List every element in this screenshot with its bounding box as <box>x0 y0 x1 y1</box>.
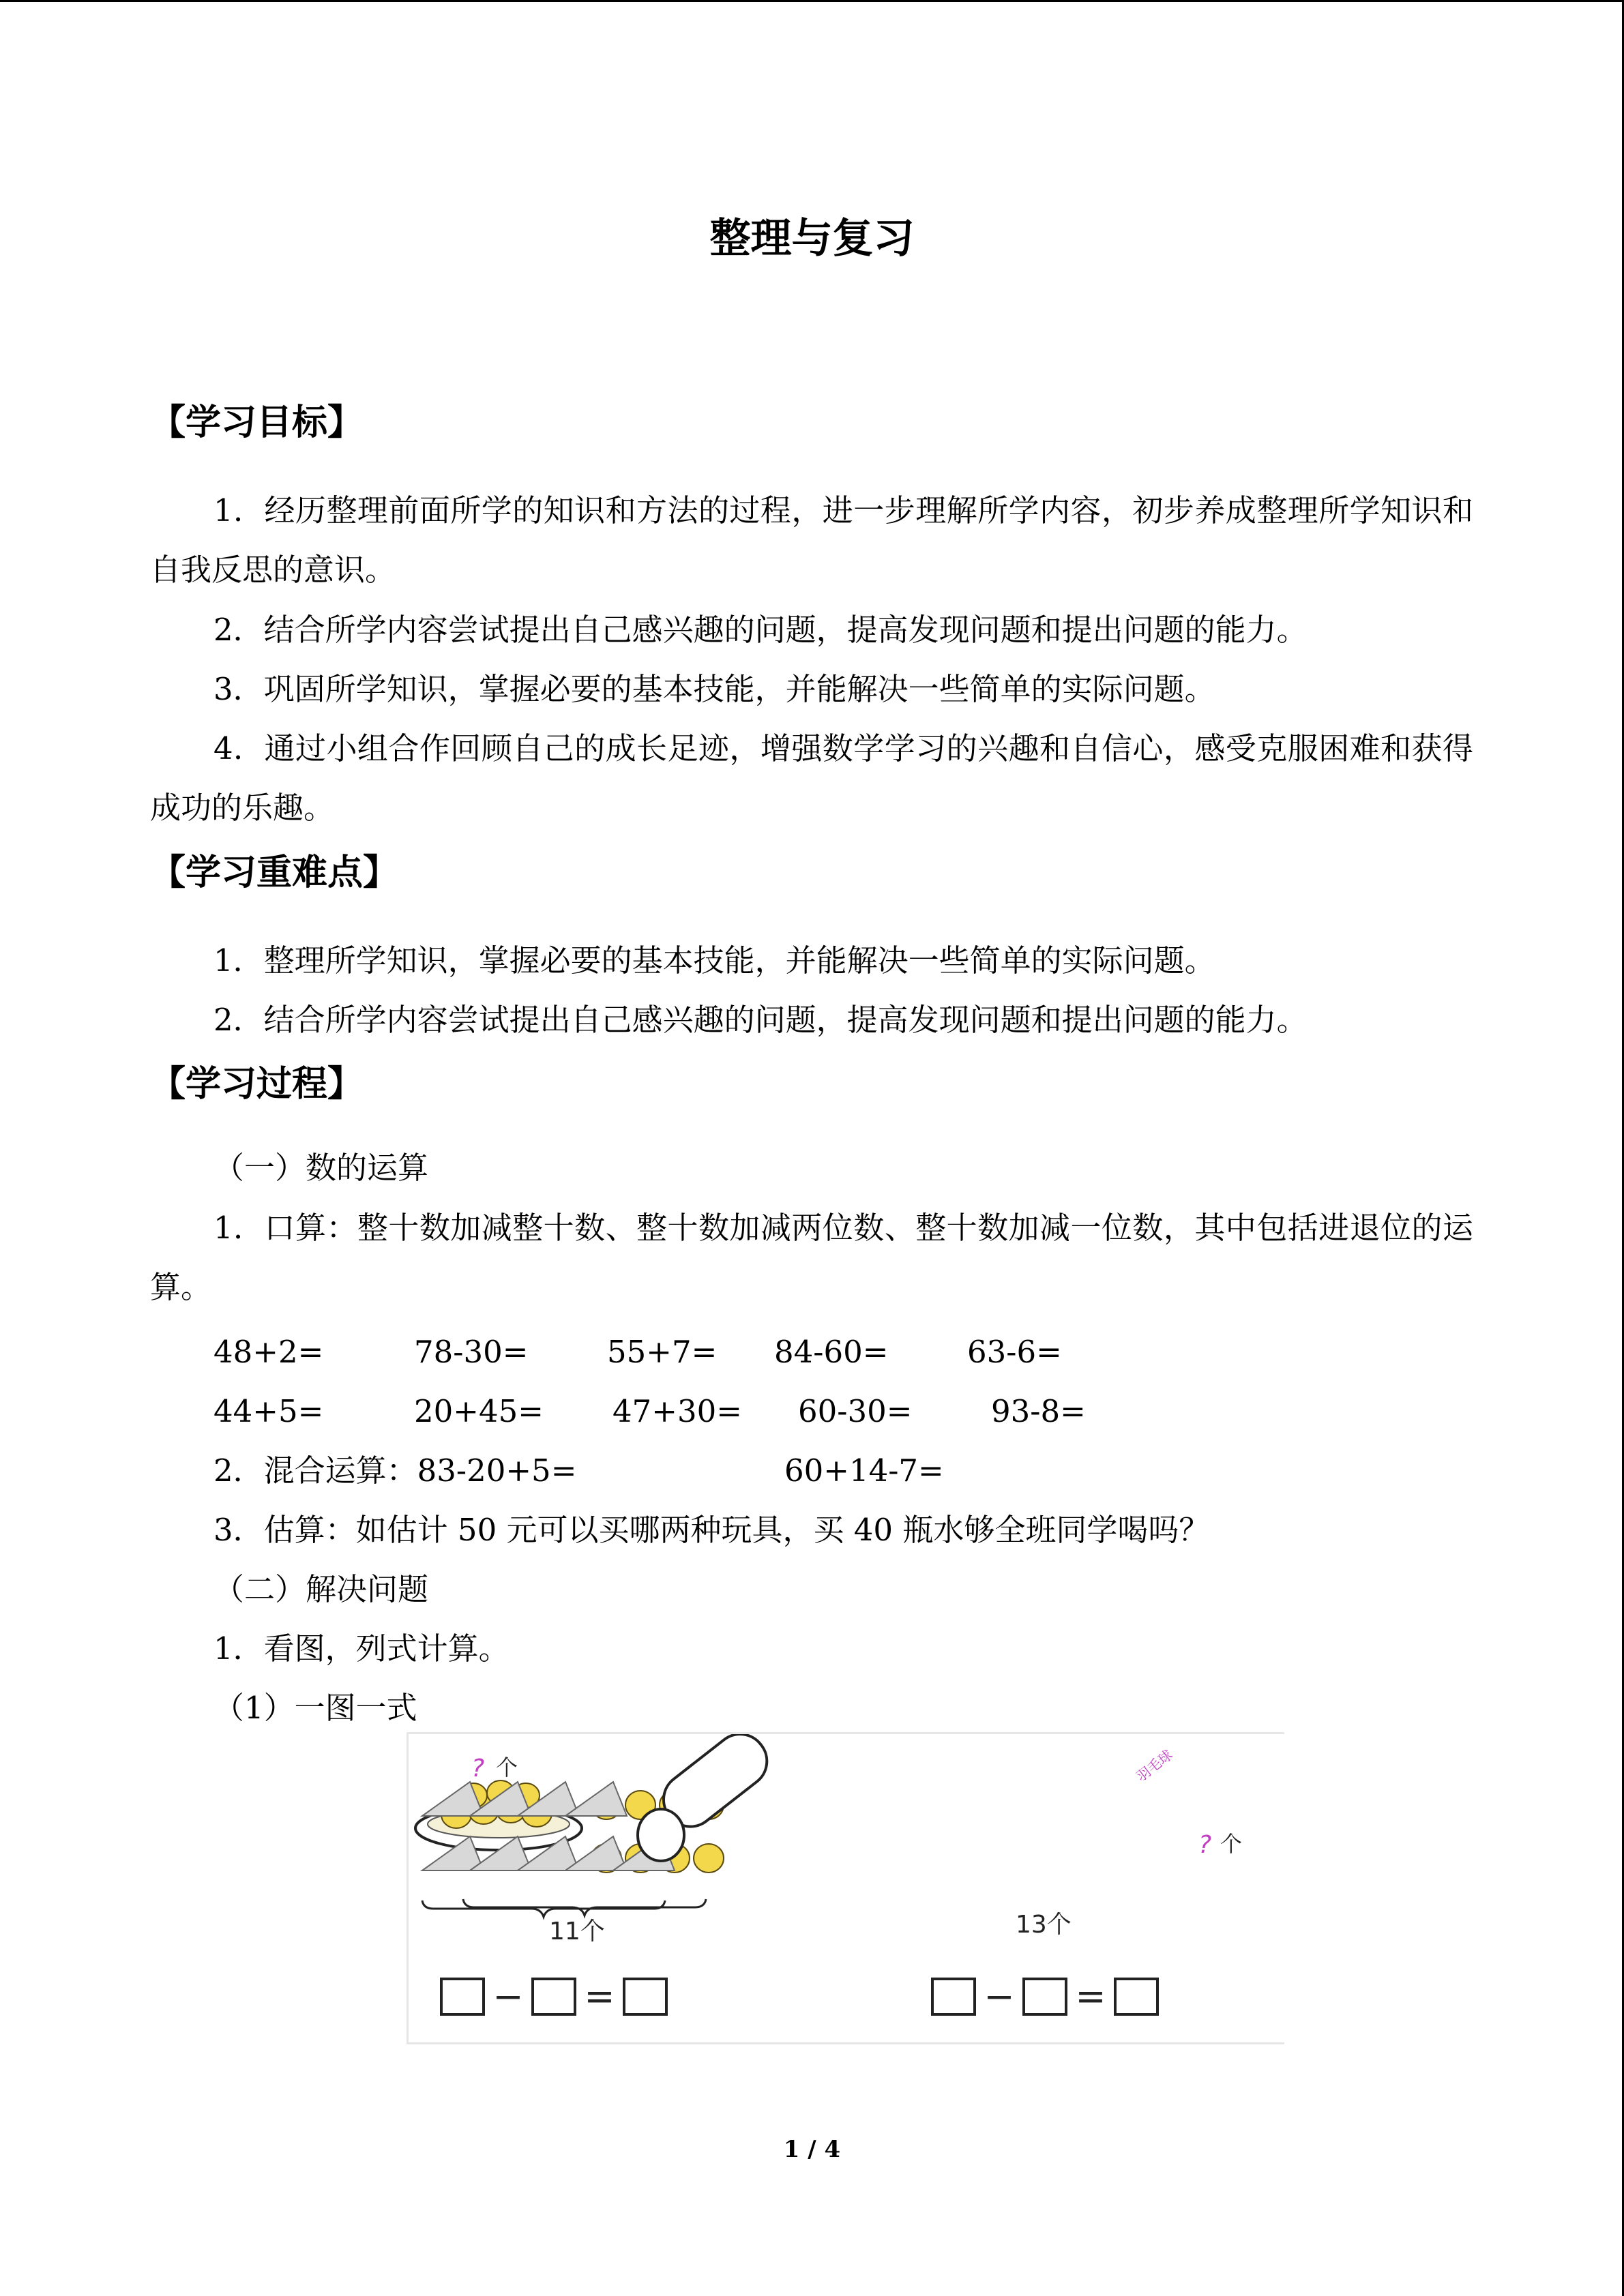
right-unit-label: 个 <box>1220 1831 1243 1857</box>
oral-calc-expr: 55+7= <box>607 1334 718 1370</box>
answer-box[interactable] <box>440 1978 485 2016</box>
answer-box[interactable] <box>1022 1978 1067 2016</box>
right-total-label: 13个 <box>1016 1911 1072 1939</box>
shuttle-tube-illustration <box>638 1734 778 1861</box>
answer-box[interactable] <box>931 1978 976 2016</box>
look-calc-text: 1．看图，列式计算。 <box>213 1630 510 1667</box>
oral-calc-expr: 44+5= <box>213 1393 324 1429</box>
key-points-heading: 【学习重难点】 <box>150 852 399 893</box>
key-point-item-2: 2．结合所学内容尝试提出自己感兴趣的问题，提高发现问题和提出问题的能力。 <box>213 1002 1308 1038</box>
oral-calc-expr: 47+30= <box>612 1393 742 1429</box>
objective-item-4: 4．通过小组合作回顾自己的成长足迹，增强数学学习的兴趣和自信心，感受克服困难和获得成功的乐趣。 <box>150 730 1473 826</box>
tube-label: 羽毛球 <box>1133 1746 1176 1785</box>
part1-title: （一）数的运算 <box>213 1150 429 1186</box>
subtraction-figure <box>407 1732 1284 2044</box>
page-title: 整理与复习 <box>709 215 915 263</box>
mixed-calc-second: 60+14-7= <box>784 1452 944 1489</box>
oral-calc-expr: 84-60= <box>774 1334 889 1370</box>
oral-calc-expr: 93-8= <box>991 1393 1086 1429</box>
sub-question-1: （1）一图一式 <box>213 1690 417 1726</box>
oral-calc-expr: 63-6= <box>967 1334 1062 1370</box>
part2-title: （二）解决问题 <box>213 1571 429 1607</box>
right-brace <box>422 1900 665 1917</box>
equals-sign: = <box>584 1975 615 2018</box>
mixed-calc-label: 2．混合运算：83-20+5= <box>213 1452 577 1489</box>
objective-item-3: 3．巩固所学知识，掌握必要的基本技能，并能解决一些简单的实际问题。 <box>213 671 1215 707</box>
oral-calc-text: 1．口算：整十数加减整十数、整十数加减两位数、整十数加减一位数，其中包括进退位的运算。 <box>150 1210 1473 1305</box>
oral-calc-expr: 20+45= <box>414 1393 544 1429</box>
process-heading: 【学习过程】 <box>150 1064 364 1105</box>
left-brace <box>463 1899 706 1915</box>
minus-sign: − <box>492 1975 524 2018</box>
objective-item-2: 2．结合所学内容尝试提出自己感兴趣的问题，提高发现问题和提出问题的能力。 <box>213 612 1308 648</box>
oral-calc-expr: 60-30= <box>798 1393 913 1429</box>
estimate-text: 3．估算：如估计 50 元可以买哪两种玩具，买 40 瓶水够全班同学喝吗？ <box>213 1512 1210 1548</box>
key-point-item-1: 1．整理所学知识，掌握必要的基本技能，并能解决一些简单的实际问题。 <box>213 942 1215 979</box>
minus-sign: − <box>984 1975 1015 2018</box>
page-number: 1 / 4 <box>783 2136 841 2163</box>
left-question-mark: ? <box>471 1755 485 1783</box>
right-equation <box>931 1975 1159 2018</box>
right-question-mark: ? <box>1198 1831 1212 1859</box>
oral-calc-expr: 48+2= <box>213 1334 324 1370</box>
equals-sign: = <box>1075 1975 1106 2018</box>
oral-calc-expr: 78-30= <box>414 1334 529 1370</box>
objectives-heading: 【学习目标】 <box>150 402 364 443</box>
objective-item-1: 1．经历整理前面所学的知识和方法的过程，进一步理解所学内容，初步养成整理所学知识和自我反思的意识。 <box>150 492 1473 588</box>
answer-box[interactable] <box>1114 1978 1159 2016</box>
answer-box[interactable] <box>623 1978 668 2016</box>
left-equation <box>440 1975 668 2018</box>
left-unit-label: 个 <box>496 1755 518 1780</box>
answer-box[interactable] <box>531 1978 576 2016</box>
left-total-label: 11个 <box>549 1918 605 1945</box>
